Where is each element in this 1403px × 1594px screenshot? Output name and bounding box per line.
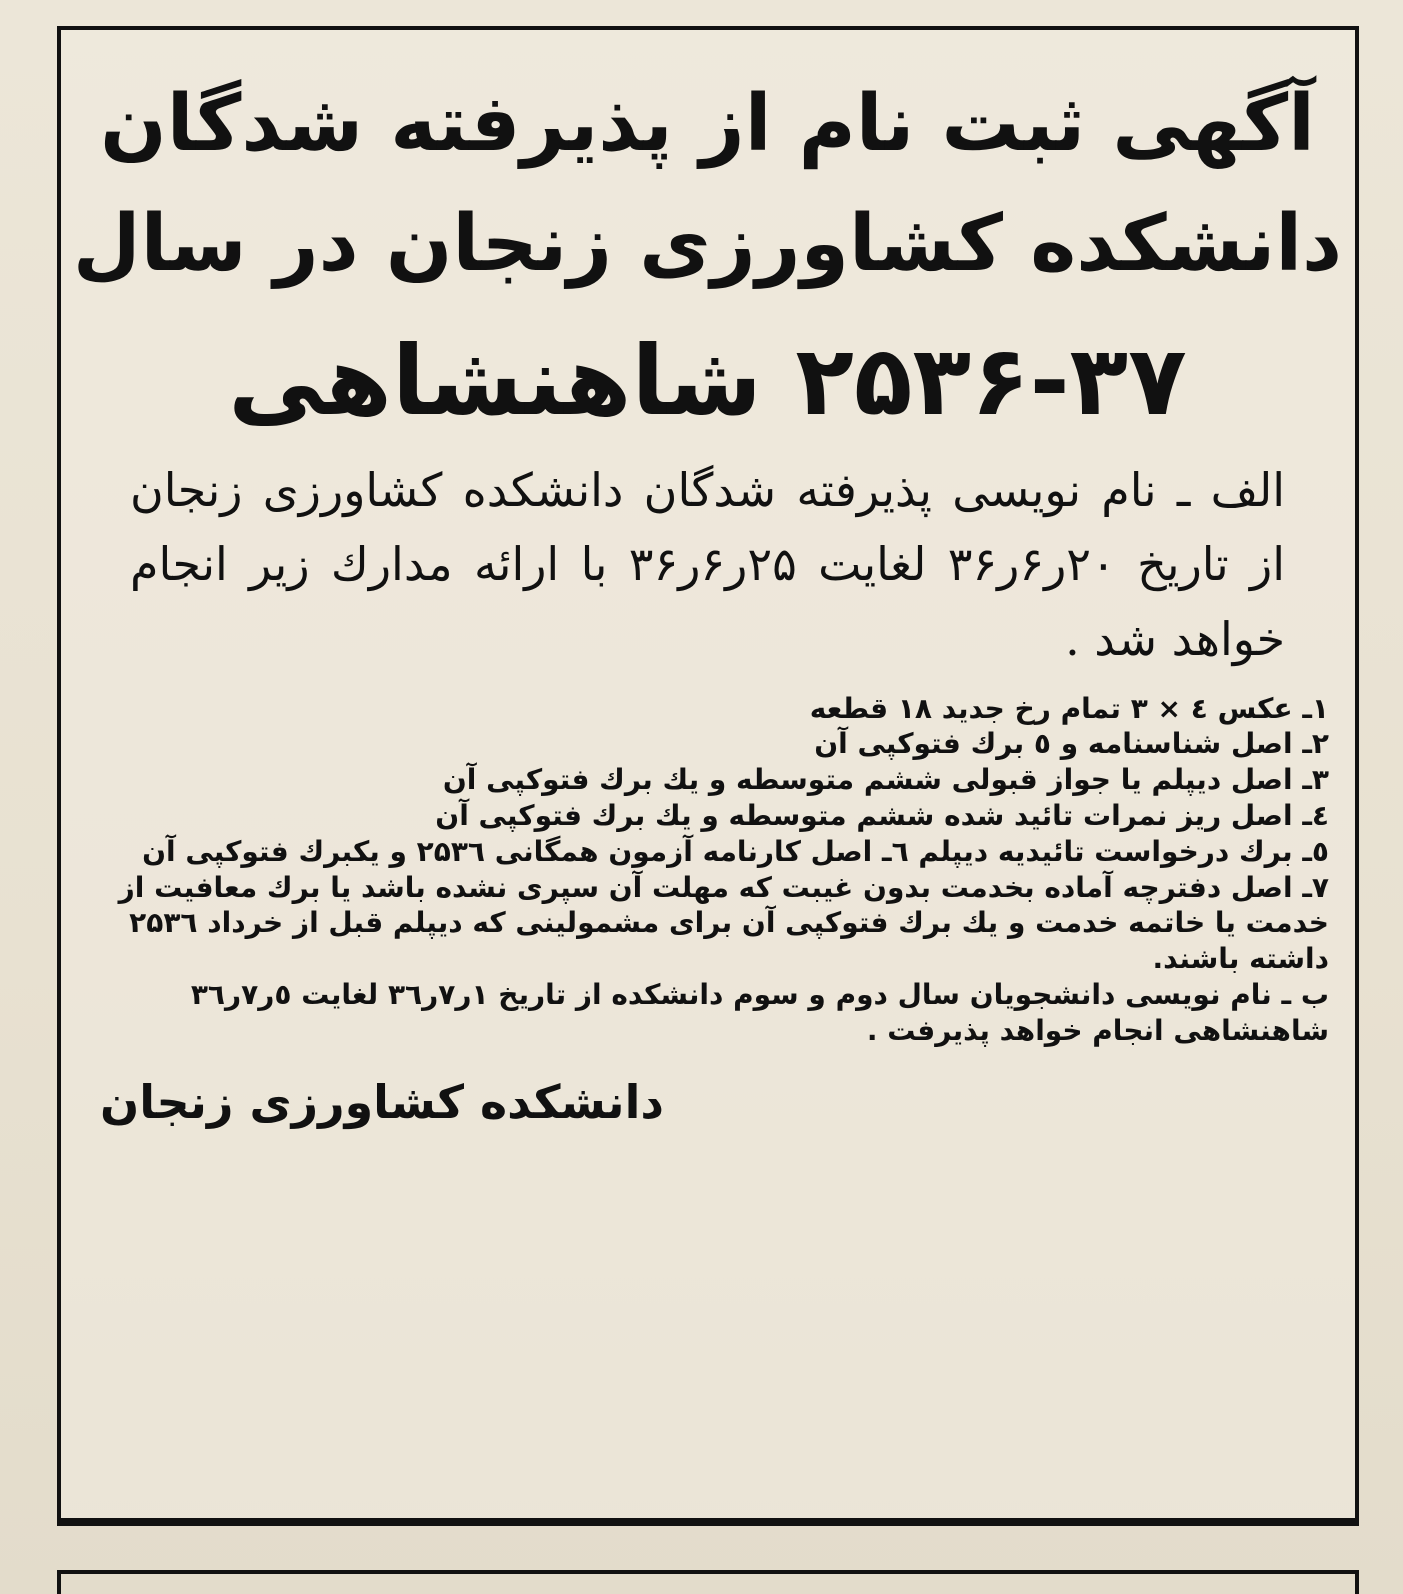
- heading-line-2: دانشکده کشاورزی زنجان در سال: [72, 198, 1343, 289]
- heading-year: ۲۵۳۶-۳۷ شاهنشاهی: [228, 325, 1187, 438]
- requirement-item: ۱ـ عکس ٤ × ۳ تمام رخ جدید ۱۸ قطعه: [809, 691, 1329, 725]
- requirement-item: ٤ـ اصل ریز نمرات تائید شده ششم متوسطه و یك برك فتوکپی آن: [435, 799, 1329, 832]
- requirement-item: ۷ـ اصل دفترچه آماده بخدمت بدون غیبت که مهلت آن سپری نشده باشد یا برك معافیت از خدمت یا خاتمه خدمت و یك برك فتوکپی آن برای مشمولینی که دیپلم قبل از خرداد ۲۵۳٦ داشته باشند.: [118, 870, 1329, 976]
- heading-line-1: آگهی ثبت نام از پذیرفته شدگان: [100, 79, 1315, 169]
- requirements-list: [86, 691, 1329, 1049]
- requirement-item: ۲ـ اصل شناسنامه و ٥ برك فتوکپی آن: [814, 727, 1329, 761]
- next-ad-border: [57, 1570, 1359, 1594]
- signature: دانشکده کشاورزی زنجان: [100, 1074, 664, 1129]
- section-b-paragraph: ب ـ نام نویسی دانشجویان سال دوم و سوم دانشکده از تاریخ ۱ر۷ر۳٦ لغایت ٥ر۷ر۳٦ شاهنشاهی انجام خواهد پذیرفت .: [190, 978, 1329, 1047]
- bottom-rule: [57, 1518, 1359, 1522]
- requirement-item: ٥ـ برك درخواست تائیدیه دیپلم ٦ـ اصل کارنامه آزمون همگانی ۲۵۳٦ و یکبرك فتوکپی آن: [142, 834, 1329, 868]
- intro-paragraph: الف ـ نام نویسی پذیرفته شدگان دانشکده کشاورزی زنجان از تاریخ ۲۰ر۶ر۳۶ لغایت ۲۵ر۶ر۳۶ با ارائه مدارك زیر انجام خواهد شد .: [130, 462, 1285, 666]
- advertisement: [70, 40, 1345, 1510]
- requirement-item: ۳ـ اصل دیپلم یا جواز قبولی ششم متوسطه و یك برك فتوکپی آن: [442, 763, 1329, 797]
